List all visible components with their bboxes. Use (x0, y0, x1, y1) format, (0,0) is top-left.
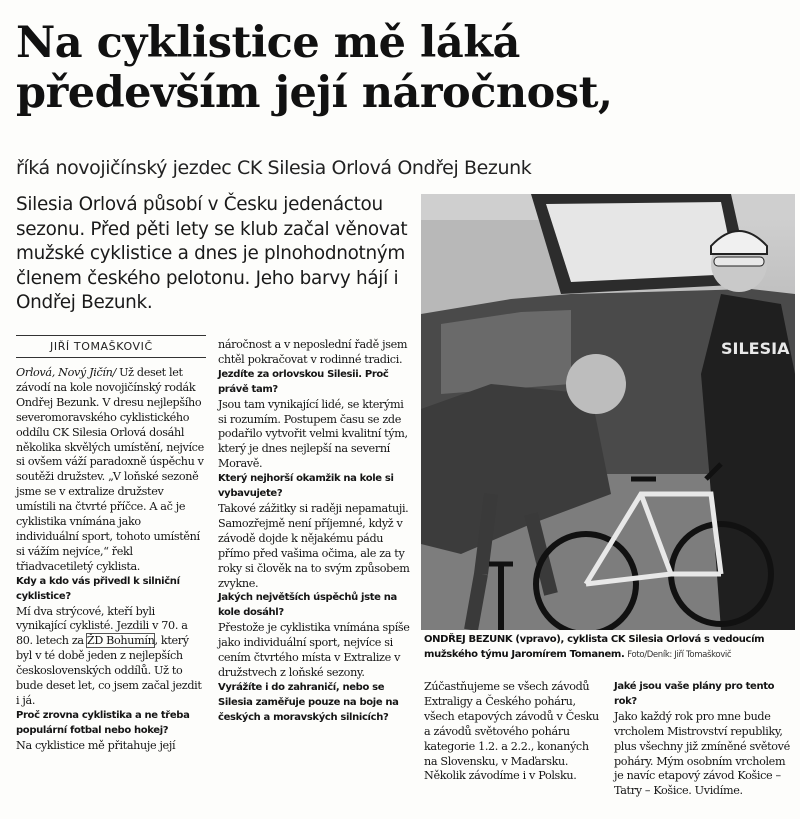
lead-paragraph: Silesia Orlová působí v Česku jedenáctou sezonu. Před pěti lety se klub začal věnovat mužské cyklistice a dnes je plnohodnotným členem českého pelotonu. Jeho barvy hájí i Ondřej Bezunk. (16, 194, 408, 314)
answer-2-start: Na cyklistice mě přitahuje její (16, 738, 176, 752)
caption-text: ONDŘEJ BEZUNK (vpravo), cyklista CK Silesia Orlová s vedoucím mužského týmu Jaromírem Tomanem. (424, 634, 765, 660)
question-6: Vyrážíte i do zahraničí, nebo se Silesia zaměřuje pouze na boje na českých a moravských silnicích? (218, 681, 399, 723)
answer-2-continued: náročnost a v neposlední řadě jsem chtěl pokračovat v rodinné tradici. (218, 338, 408, 366)
question-4: Který nejhorší okamžik na kole si vybavujete? (218, 473, 394, 500)
question-3: Jezdíte za orlovskou Silesii. Proč právě tam? (218, 368, 389, 395)
photo-illustration (421, 194, 795, 630)
byline: JIŘÍ TOMAŠKOVIČ (50, 340, 153, 353)
headline (16, 18, 796, 118)
column-2 (218, 338, 414, 726)
answer-5: Přestože je cyklistika vnímána spíše jako individuální sport, nejvíce si cením čtvrtého místa v Extralize v družstvech z loňské sezony. (218, 621, 410, 679)
answer-1-text-a: Mí dva strýcové, kteří byli vynikající cyklisté. Jezdili v 70. a 80. letech za (16, 604, 188, 648)
photo-credit: Foto/Deník: Jiří Tomaškovič (627, 649, 732, 660)
question-5: Jakých největších úspěchů jste na kole dosáhl? (218, 592, 397, 619)
intro-paragraph (16, 366, 206, 575)
column-4 (614, 680, 794, 799)
byline-rule-bottom (16, 357, 206, 358)
answer-6: Zúčastňujeme se všech závodů Extraligy a Českého poháru, všech etapových závodů v Česku a závodů světového poháru kategorie 1.2. a 2.2., konaných na Slovensku, v Maďarsku. Několik závodíme i v Polsku. (424, 680, 599, 783)
cyclists-photo (421, 194, 795, 630)
question-1: Kdy a kdo vás přivedl k silniční cyklistice? (16, 575, 180, 602)
answer-7: Jako každý rok pro mne bude vrcholem Mistrovství republiky, plus všechny již zmíněné světové poháry. Mým osobním vrcholem je navíc etapový závod Košice – Tatry – Košice. Uvidíme. (614, 709, 790, 798)
photo-caption (424, 633, 796, 662)
subheadline: říká novojičínský jezdec CK Silesia Orlová Ondřej Bezunk (16, 157, 532, 179)
column-3 (424, 680, 604, 784)
answer-1 (16, 605, 206, 709)
headline-line-2: především její náročnost, (16, 68, 613, 118)
question-2: Proč zrovna cyklistika a ne třeba populární fotbal nebo hokej? (16, 709, 190, 736)
answer-1-text-b: , který byl v té době jeden z nejlepších československých oddílů. Už to bude deset let, co jsem začal jezdit i já. (16, 634, 202, 707)
question-7: Jaké jsou vaše plány pro tento rok? (614, 681, 775, 707)
highlighted-club-name: ŽD Bohumín (86, 634, 155, 648)
answer-4: Takové zážitky si raději nepamatuji. Samozřejmě není příjemné, když v závodě dojde k nějakému pádu přímo před vašima očima, ale za ty roky si člověk na to svým způsobem zvykne. (218, 501, 410, 590)
column-1 (16, 366, 206, 754)
dateline: Orlová, Nový Jičín/ (16, 366, 116, 379)
byline-rule-top (16, 335, 206, 336)
intro-text: Už deset let závodí na kole novojičínský rodák Ondřej Bezunk. V dresu nejlepšího severomoravského cyklistického oddílu CK Silesia Orlová dosáhl několika skvělých umístění, nejvíce si ovšem váží paradoxně úspěchu v soutěži družstev. „V loňské sezoně jsme se v extralize družstev umístili na čtvrté příčce. A ač je cyklistika vnímána jako individuální sport, tohoto umístění si vážím nejvíce,“ řekl třiadvacetiletý cyklista. (16, 366, 204, 573)
answer-3: Jsou tam vynikající lidé, se kterými si rozumím. Postupem času se zde podařilo vytvořit velmi kvalitní tým, který je dnes nejlepší na severní Moravě. (218, 397, 408, 471)
headline-line-1: Na cyklistice mě láká (16, 18, 520, 68)
jersey-text: SILESIA (721, 339, 790, 358)
